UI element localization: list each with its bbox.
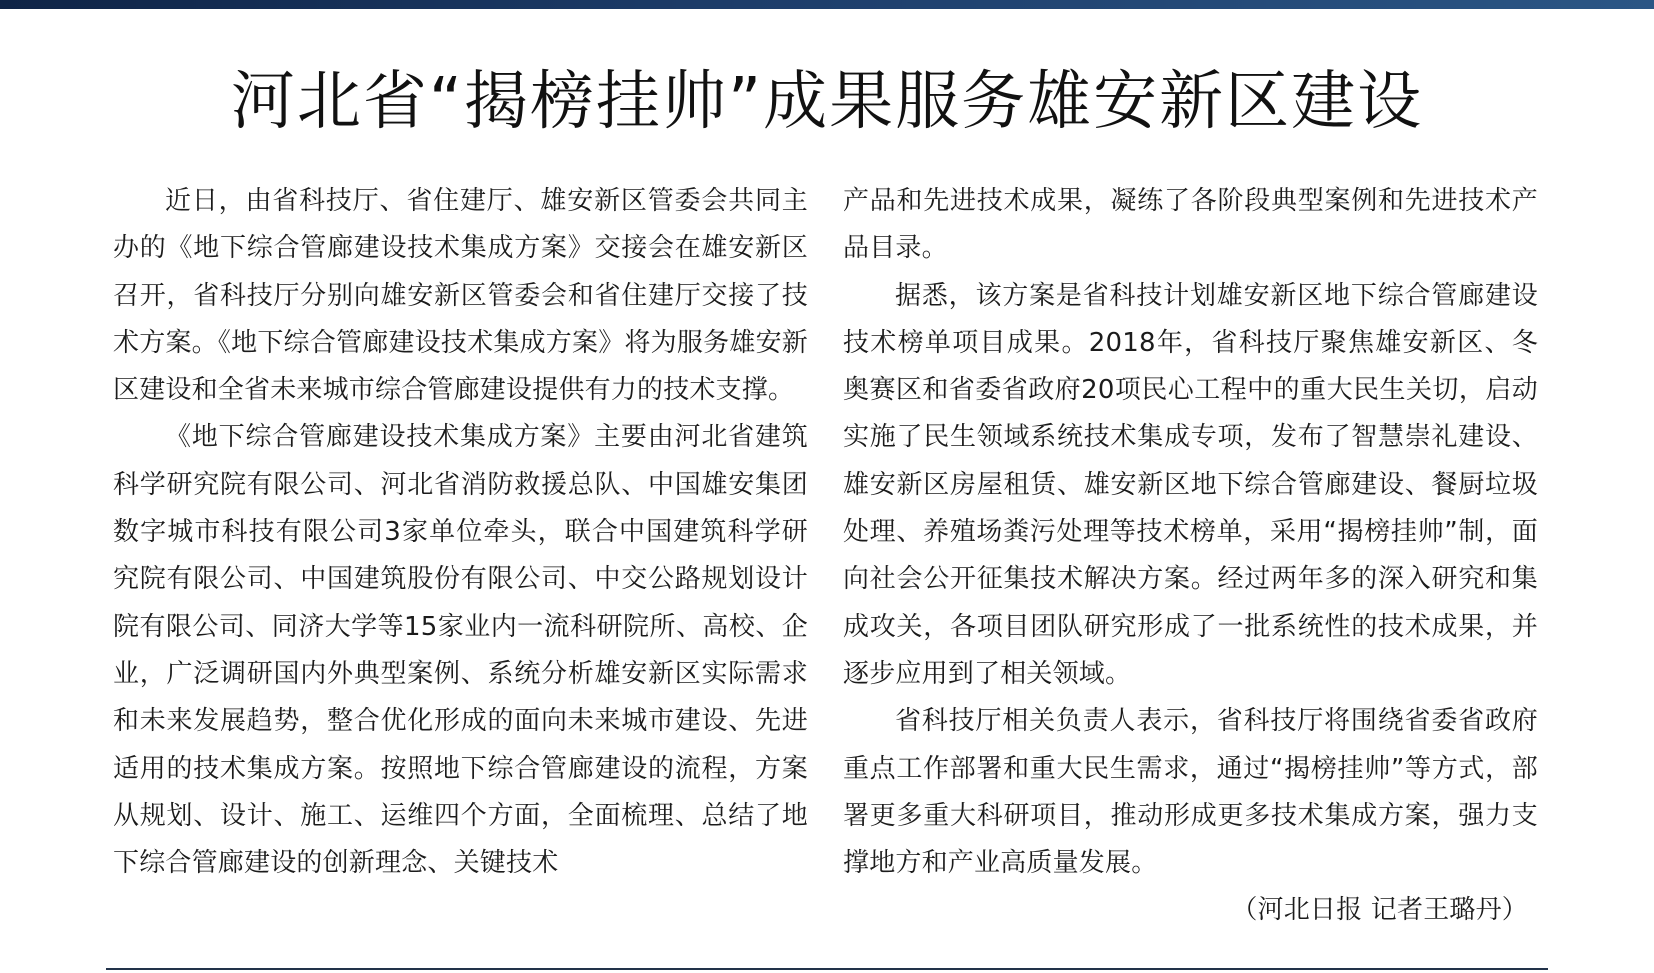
bottom-divider	[106, 968, 1548, 970]
article-body	[113, 178, 1543, 938]
paragraph-2-continued: 产品和先进技术成果，凝练了各阶段典型案例和先进技术产品目录。	[843, 186, 1538, 264]
paragraph-2: 《地下综合管廊建设技术集成方案》主要由河北省建筑科学研究院有限公司、河北省消防救援总队、中国雄安集团数字城市科技有限公司3家单位牵头，联合中国建筑科学研究院有限公司、中国建筑股份有限公司、中交公路规划设计院有限公司、同济大学等15家业内一流科研院所、高校、企业，广泛调研国内外典型案例、系统分析雄安新区实际需求和未来发展趋势，整合优化形成的面向未来城市建设、先进适用的技术集成方案。按照地下综合管廊建设的流程，方案从规划、设计、施工、运维四个方面，全面梳理、总结了地下综合管廊建设的创新理念、关键技术	[113, 422, 808, 879]
article-headline: 河北省“揭榜挂帅”成果服务雄安新区建设	[230, 65, 1424, 139]
right-column	[843, 178, 1538, 935]
top-decorative-bar	[0, 0, 1654, 9]
paragraph-3: 据悉，该方案是省科技计划雄安新区地下综合管廊建设技术榜单项目成果。2018年，省科技厅聚焦雄安新区、冬奥赛区和省委省政府20项民心工程中的重大民生关切，启动实施了民生领域系统技术集成专项，发布了智慧崇礼建设、雄安新区房屋租赁、雄安新区地下综合管廊建设、餐厨垃圾处理、养殖场粪污处理等技术榜单，采用“揭榜挂帅”制，面向社会公开征集技术解决方案。经过两年多的深入研究和集成攻关，各项目团队研究形成了一批系统性的技术成果，并逐步应用到了相关领域。	[843, 280, 1538, 689]
left-column	[113, 178, 808, 887]
paragraph-1: 近日，由省科技厅、省住建厅、雄安新区管委会共同主办的《地下综合管廊建设技术集成方案》交接会在雄安新区召开，省科技厅分别向雄安新区管委会和省住建厅交接了技术方案。《地下综合管廊建设技术集成方案》将为服务雄安新区建设和全省未来城市综合管廊建设提供有力的技术支撑。	[113, 186, 808, 406]
article-byline: （河北日报 记者王璐丹）	[1231, 895, 1528, 926]
paragraph-4: 省科技厅相关负责人表示，省科技厅将围绕省委省政府重点工作部署和重大民生需求，通过“揭榜挂帅”等方式，部署更多重大科研项目，推动形成更多技术集成方案，强力支撑地方和产业高质量发展。	[843, 706, 1538, 879]
